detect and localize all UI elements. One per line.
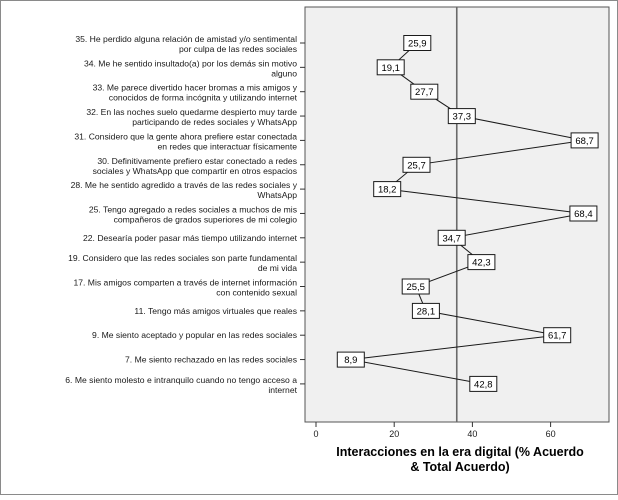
category-label: 35. He perdido alguna relación de amistad y/o sentimental [75, 34, 297, 44]
data-label-text: 18,2 [377, 184, 397, 196]
category-label: 33. Me parece divertido hacer bromas a mis amigos y [92, 82, 297, 93]
data-label [404, 36, 431, 51]
data-label-text: 28,1 [416, 306, 436, 318]
x-tick-label: 40 [467, 429, 478, 439]
data-label [544, 328, 571, 343]
category-label: 9. Me siento aceptado y popular en las redes sociales [92, 330, 297, 341]
data-label-text: 42,3 [472, 257, 491, 269]
category-label: con contenido sexual [216, 287, 297, 298]
data-label [438, 230, 465, 245]
data-label [448, 109, 475, 124]
data-label [374, 182, 401, 197]
category-label: 34. Me he sentido insultado(a) por los demás sin motivo [83, 58, 297, 69]
data-label-text: 8,9 [344, 355, 358, 367]
data-label-text: 68,4 [574, 209, 593, 220]
data-label [468, 255, 495, 270]
x-tick-label: 20 [389, 429, 400, 439]
category-label: internet [268, 384, 297, 395]
category-label: por culpa de las redes sociales [179, 44, 297, 54]
category-label: 19. Considero que las redes sociales son parte fundamental [68, 253, 297, 264]
category-label: 25. Tengo agregado a redes sociales a muchos de mis [88, 204, 297, 215]
category-label: participando de redes sociales y WhatsApp [132, 117, 297, 128]
category-label: 22. Desearía poder pasar más tiempo utilizando internet [82, 232, 297, 243]
category-label: compañeros de grados superiores de mi colegio [113, 214, 297, 225]
data-label [570, 206, 597, 221]
data-label [377, 60, 404, 75]
x-tick-label: 0 [313, 429, 319, 439]
data-label-text: 37,3 [452, 111, 472, 123]
category-label: 11. Tengo más amigos virtuales que reales [134, 305, 297, 316]
data-label [402, 279, 429, 294]
data-label-text: 27,7 [415, 87, 434, 99]
category-label: conocidos de forma incógnita y utilizando internet [108, 92, 297, 103]
x-axis-title-line-2: & Total Acuerdo) [410, 460, 510, 474]
data-label-text: 25,9 [408, 38, 427, 50]
data-label [337, 352, 364, 367]
category-label: alguno [271, 68, 297, 79]
category-label: 32. En las noches suelo quedarme despierto muy tarde [86, 107, 297, 118]
data-label-text: 25,7 [407, 160, 426, 172]
category-label: 6. Me siento molesto e intranquilo cuando no tengo acceso a [65, 374, 297, 385]
category-label: sociales y WhatsApp que compartir en otros espacios [92, 165, 297, 176]
category-label: de mi vida [257, 263, 297, 274]
data-label [571, 133, 598, 148]
category-label: en redes que interactuar físicamente [157, 141, 297, 152]
data-label [412, 303, 439, 318]
data-label [411, 84, 438, 99]
category-label: 28. Me he sentido agredido a través de las redes sociales y [70, 180, 297, 191]
data-label-text: 42,8 [474, 379, 493, 391]
data-label-text: 61,7 [547, 330, 567, 342]
category-label: 17. Mis amigos comparten a través de internet información [73, 277, 297, 288]
x-tick-label: 60 [545, 429, 556, 439]
category-label: 31. Considero que la gente ahora prefiere estar conectada [74, 131, 297, 142]
data-label-text: 34,7 [442, 233, 461, 245]
data-label [403, 157, 430, 172]
category-label: WhatsApp [257, 190, 297, 201]
category-label: 7. Me siento rechazado en las redes sociales [125, 354, 297, 365]
data-label-text: 68,7 [575, 135, 594, 147]
x-axis-title-line-1: Interacciones en la era digital (% Acuerdo [336, 445, 584, 459]
data-label-text: 19,1 [381, 62, 400, 74]
category-label: 30. Definitivamente prefiero estar conectado a redes [97, 155, 297, 166]
data-label-text: 25,5 [406, 282, 425, 293]
data-label [470, 376, 497, 391]
